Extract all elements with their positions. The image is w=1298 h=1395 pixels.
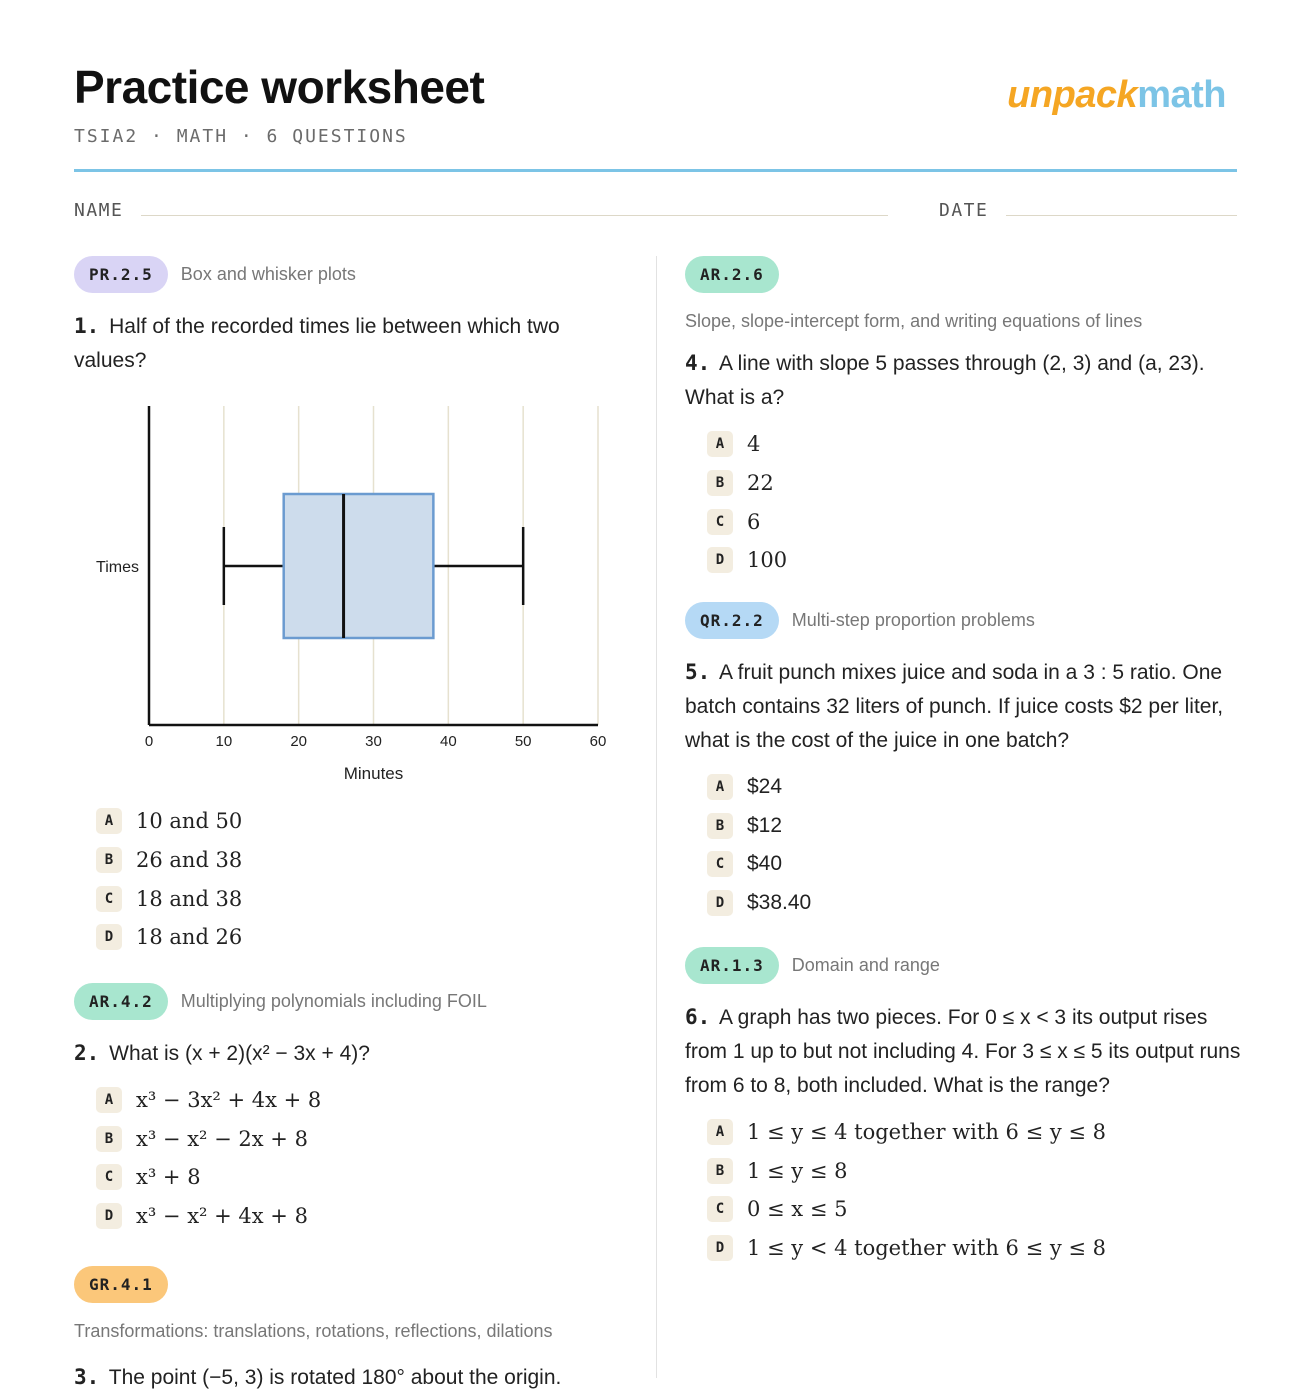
x-tick-label: 30 [365,733,382,750]
question-5 [685,602,1245,923]
question-text: 4. A line with slope 5 passes through (2, 3) and (a, 23). What is a? [685,351,1205,409]
category-label: Times [96,559,139,576]
topic-label: Multiplying polynomials including FOIL [180,990,487,1011]
question-text: 6. A graph has two pieces. For 0 ≤ x < 3 its output rises from 1 up to but not including 4. For 3 ≤ x ≤ 5 its output runs from 6 to 8, both included. What is the range? [685,1004,1241,1097]
choice-c[interactable]: C 0 ≤ x ≤ 5 [707,1190,1245,1229]
question-text: 2. What is (x + 2)(x² − 3x + 4)? [74,1040,370,1065]
standard-tag: PR.2.5 [74,256,168,293]
choice-d[interactable]: D 1 ≤ y < 4 together with 6 ≤ y ≤ 8 [707,1229,1245,1268]
standard-tag: AR.4.2 [74,983,168,1020]
x-tick-label: 50 [514,733,532,750]
topic-label: Domain and range [791,954,940,975]
left-column [74,256,634,1395]
choice-b[interactable]: B 26 and 38 [96,841,634,880]
choice-c[interactable]: C 6 [707,502,1245,541]
topic-label: Box and whisker plots [180,264,356,284]
choice-a[interactable]: A 10 and 50 [96,802,634,841]
choice-b[interactable]: B 1 ≤ y ≤ 8 [707,1151,1245,1190]
question-text: 3. The point (−5, 3) is rotated 180° about the origin. [74,1364,562,1389]
choice-d[interactable]: D 100 [707,541,1245,580]
standard-tag: AR.2.6 [685,256,779,293]
question-text: 5. A fruit punch mixes juice and soda in a 3 : 5 ratio. One batch contains 32 liters of punch. If juice costs $2 per liter, what is the cost of the juice in one batch? [685,659,1224,752]
x-tick-label: 40 [439,733,457,750]
x-axis-label: Minutes [343,764,404,783]
question-4 [685,256,1245,580]
x-tick-label: 10 [215,733,233,750]
worksheet-subtitle: TSIA2 · MATH · 6 QUESTIONS [74,126,408,147]
topic-label: Multi-step proportion problems [791,609,1035,630]
worksheet-title: Practice worksheet [74,61,485,113]
choice-c[interactable]: C $40 [707,845,1245,884]
answer-choices [96,802,634,957]
box-plot-chart [74,392,634,792]
question-6 [685,947,1245,1268]
topic-label: Transformations: translations, rotations, reflections, dilations [74,1320,553,1341]
choice-a[interactable]: A $24 [707,768,1245,807]
choice-c[interactable]: C x³ + 8 [96,1158,634,1197]
question-2 [74,983,634,1236]
question-3 [74,1266,634,1395]
date-label: DATE [939,200,989,221]
x-tick-label: 20 [290,733,308,750]
standard-tag: QR.2.2 [685,602,779,639]
name-field-line[interactable] [141,215,888,216]
column-divider [656,256,657,1378]
right-column [685,256,1245,1267]
answer-choices [96,1081,634,1236]
brand-logo: unpackmath [1007,74,1226,116]
topic-label: Slope, slope-intercept form, and writing equations of lines [685,311,1143,331]
choice-d[interactable]: D 18 and 26 [96,918,634,957]
answer-choices [707,1113,1245,1268]
choice-a[interactable]: A 1 ≤ y ≤ 4 together with 6 ≤ y ≤ 8 [707,1113,1245,1152]
choice-a[interactable]: A 4 [707,425,1245,464]
x-tick-label: 0 [144,733,154,750]
answer-choices [707,768,1245,923]
standard-tag: GR.4.1 [74,1266,168,1303]
answer-choices [707,425,1245,580]
choice-b[interactable]: B x³ − x² − 2x + 8 [96,1119,634,1158]
name-label: NAME [74,200,124,221]
choice-d[interactable]: D $38.40 [707,884,1245,923]
question-1 [74,256,634,957]
interquartile-box [284,494,434,638]
choice-d[interactable]: D x³ − x² + 4x + 8 [96,1197,634,1236]
date-field-line[interactable] [1006,215,1237,216]
question-text: 1. Half of the recorded times lie between which two values? [74,314,560,372]
choice-b[interactable]: B $12 [707,806,1245,845]
choice-a[interactable]: A x³ − 3x² + 4x + 8 [96,1081,634,1120]
header-divider [74,169,1237,172]
x-tick-label: 60 [589,733,607,750]
choice-b[interactable]: B 22 [707,464,1245,503]
standard-tag: AR.1.3 [685,947,779,984]
choice-c[interactable]: C 18 and 38 [96,879,634,918]
